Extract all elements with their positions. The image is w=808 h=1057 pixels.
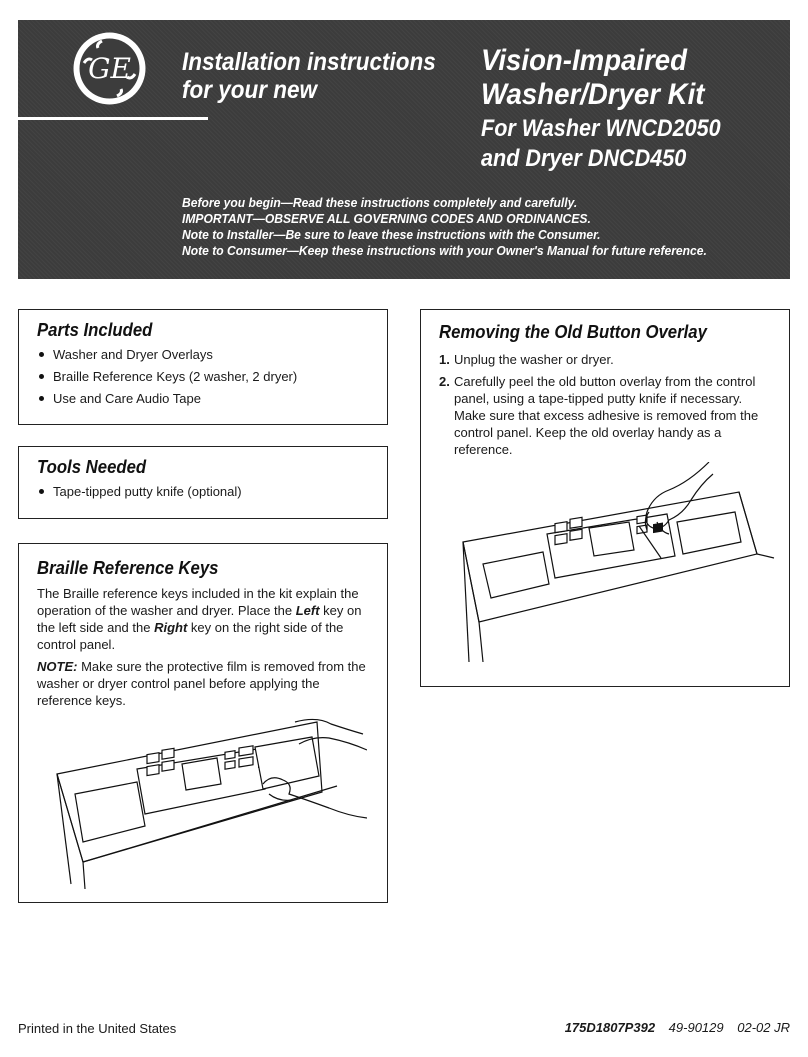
note-before-you-begin: Before you begin—Read these instructions completely and carefully. xyxy=(182,195,578,210)
braille-keys-illustration xyxy=(37,714,367,894)
note-to-consumer: Note to Consumer—Keep these instructions with your Owner's Manual for future reference. xyxy=(182,243,707,258)
parts-included-title: Parts Included xyxy=(37,320,153,340)
step-text: Unplug the washer or dryer. xyxy=(454,352,614,367)
step-item xyxy=(439,351,771,368)
logo-text: GE xyxy=(88,52,131,85)
tools-list xyxy=(37,481,369,503)
braille-note xyxy=(37,658,369,709)
list-item: Tape-tipped putty knife (optional) xyxy=(37,481,369,503)
braille-text-b: key on the left side and the xyxy=(37,603,362,635)
ge-logo-mark xyxy=(72,31,147,106)
tools-needed-title: Tools Needed xyxy=(37,457,147,477)
header-banner xyxy=(18,20,790,279)
product-title-line2: Washer/Dryer Kit xyxy=(481,78,705,111)
braille-paragraph xyxy=(37,585,369,653)
removing-overlay-illustration xyxy=(439,462,779,662)
installation-title-line2: for your new xyxy=(182,76,318,104)
product-title xyxy=(481,44,757,112)
braille-keys-box xyxy=(18,543,388,903)
list-item: Washer and Dryer Overlays xyxy=(37,344,369,366)
printed-in-text: Printed in the United States xyxy=(18,1021,177,1036)
step-text: Carefully peel the old button overlay from the control panel, using a tape-tipped putty knife if necessary. Make sure that excess adhesive is removed from the control panel. Keep the old overlay handy as a reference. xyxy=(454,374,759,457)
braille-text-c: key on the right side of the control panel. xyxy=(37,620,344,652)
note-to-installer: Note to Installer—Be sure to leave these instructions with the Consumer. xyxy=(182,227,601,242)
parts-list xyxy=(37,344,369,410)
installation-title-line1: Installation instructions xyxy=(182,48,436,76)
removing-overlay-title: Removing the Old Button Overlay xyxy=(439,322,707,342)
publication-number: 49-90129 xyxy=(668,1020,724,1035)
ge-logo xyxy=(72,31,147,106)
note-text: Make sure the protective film is removed from the washer or dryer control panel before applying the reference keys. xyxy=(37,659,366,708)
product-title-line1: Vision-Impaired xyxy=(481,44,688,77)
list-item: Braille Reference Keys (2 washer, 2 dryer) xyxy=(37,366,369,388)
tools-needed-box xyxy=(18,446,388,519)
removing-steps xyxy=(439,351,771,458)
banner-rule xyxy=(18,117,208,120)
header-notes xyxy=(182,195,740,259)
note-label: NOTE: xyxy=(37,659,78,674)
model-title-line2: and Dryer DNCD450 xyxy=(481,145,687,172)
removing-overlay-box xyxy=(420,309,790,687)
revision-date: 02-02 JR xyxy=(737,1020,790,1035)
step-number: 1. xyxy=(439,352,450,367)
part-number: 175D1807P392 xyxy=(564,1020,656,1035)
parts-included-box xyxy=(18,309,388,425)
step-item xyxy=(439,373,771,458)
document-codes xyxy=(565,1020,790,1035)
right-key-label: Right xyxy=(154,620,188,635)
model-title-line1: For Washer WNCD2050 xyxy=(481,115,721,142)
note-important: IMPORTANT—OBSERVE ALL GOVERNING CODES AND ORDINANCES. xyxy=(182,211,591,226)
step-number: 2. xyxy=(439,374,450,389)
list-item: Use and Care Audio Tape xyxy=(37,388,369,410)
braille-keys-title: Braille Reference Keys xyxy=(37,558,219,578)
braille-text-a: The Braille reference keys included in the kit explain the operation of the washer and dryer. Place the xyxy=(37,586,359,618)
left-key-label: Left xyxy=(295,603,320,618)
installation-title xyxy=(182,48,443,104)
model-title xyxy=(481,114,751,174)
